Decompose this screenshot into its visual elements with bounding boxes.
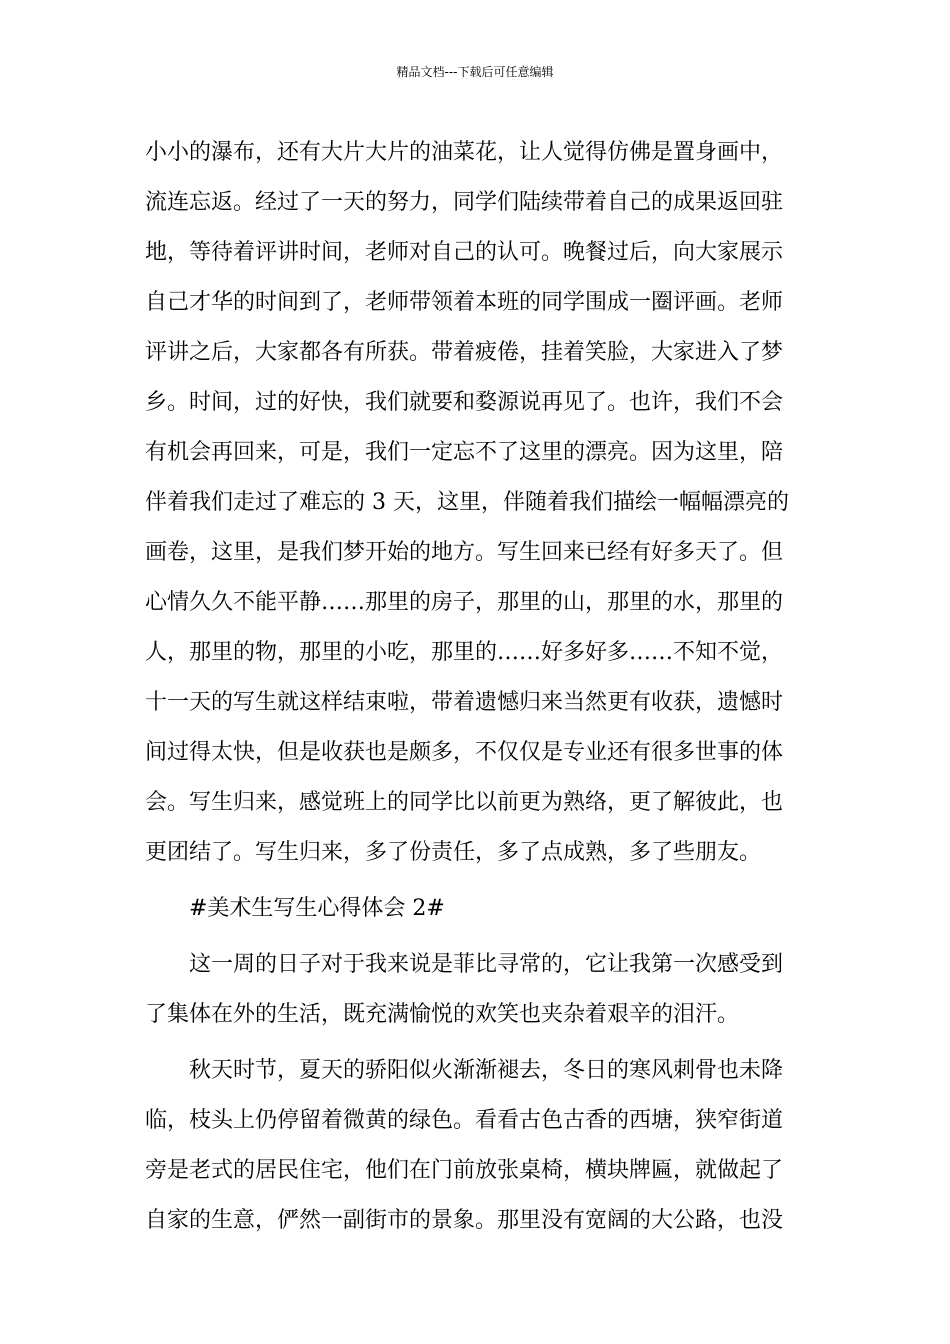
text-line: 自己才华的时间到了，老师带领着本班的同学围成一圈评画。老师: [145, 290, 784, 315]
text-line: 更团结了。写生归来，多了份责任，多了点成熟，多了些朋友。: [145, 840, 762, 865]
text-line: 会。写生归来，感觉班上的同学比以前更为熟络，更了解彼此，也: [145, 790, 784, 815]
text-line: 了集体在外的生活，既充满愉悦的欢笑也夹杂着艰辛的泪汗。: [145, 1002, 740, 1027]
section-heading: #美术生写生心得体会 2#: [189, 896, 445, 921]
paragraph-1: [145, 128, 810, 878]
text-line: 小小的瀑布，还有大片大片的油菜花，让人觉得仿佛是置身画中，: [145, 140, 784, 165]
text-line: 评讲之后，大家都各有所获。带着疲倦，挂着笑脸，大家进入了梦: [145, 340, 784, 365]
text-line: 临，枝头上仍停留着微黄的绿色。看看古色古香的西塘，狭窄街道: [145, 1108, 784, 1133]
text-line: 有机会再回来，可是，我们一定忘不了这里的漂亮。因为这里，陪: [145, 440, 784, 465]
paragraph-2: [145, 940, 810, 1040]
text-line: 画卷，这里，是我们梦开始的地方。写生回来已经有好多天了。但: [145, 540, 784, 565]
text-line: 间过得太快，但是收获也是颇多，不仅仅是专业还有很多世事的体: [145, 740, 784, 765]
text-line: 这一周的日子对于我来说是菲比寻常的，它让我第一次感受到: [189, 952, 784, 977]
text-line: 十一天的写生就这样结束啦，带着遗憾归来当然更有收获，遗憾时: [145, 690, 784, 715]
page-header: 精品文档---下载后可任意编辑: [396, 65, 554, 79]
text-line: 自家的生意，俨然一副街市的景象。那里没有宽阔的大公路，也没: [145, 1208, 784, 1233]
document-body: [145, 128, 810, 1246]
text-line: 人，那里的物，那里的小吃，那里的……好多好多……不知不觉，: [145, 640, 784, 665]
text-line: 乡。时间，过的好快，我们就要和婺源说再见了。也许，我们不会: [145, 390, 784, 415]
text-line: 旁是老式的居民住宅，他们在门前放张桌椅，横块牌匾，就做起了: [145, 1158, 784, 1183]
text-line: 伴着我们走过了难忘的 3 天，这里，伴随着我们描绘一幅幅漂亮的: [145, 490, 789, 515]
text-line: 秋天时节，夏天的骄阳似火渐渐褪去，冬日的寒风刺骨也未降: [189, 1058, 784, 1083]
paragraph-3: [145, 1046, 810, 1246]
text-line: 流连忘返。经过了一天的努力，同学们陆续带着自己的成果返回驻: [145, 190, 784, 215]
text-line: 心情久久不能平静……那里的房子，那里的山，那里的水，那里的: [145, 590, 784, 615]
text-line: 地，等待着评讲时间，老师对自己的认可。晚餐过后，向大家展示: [145, 240, 784, 265]
